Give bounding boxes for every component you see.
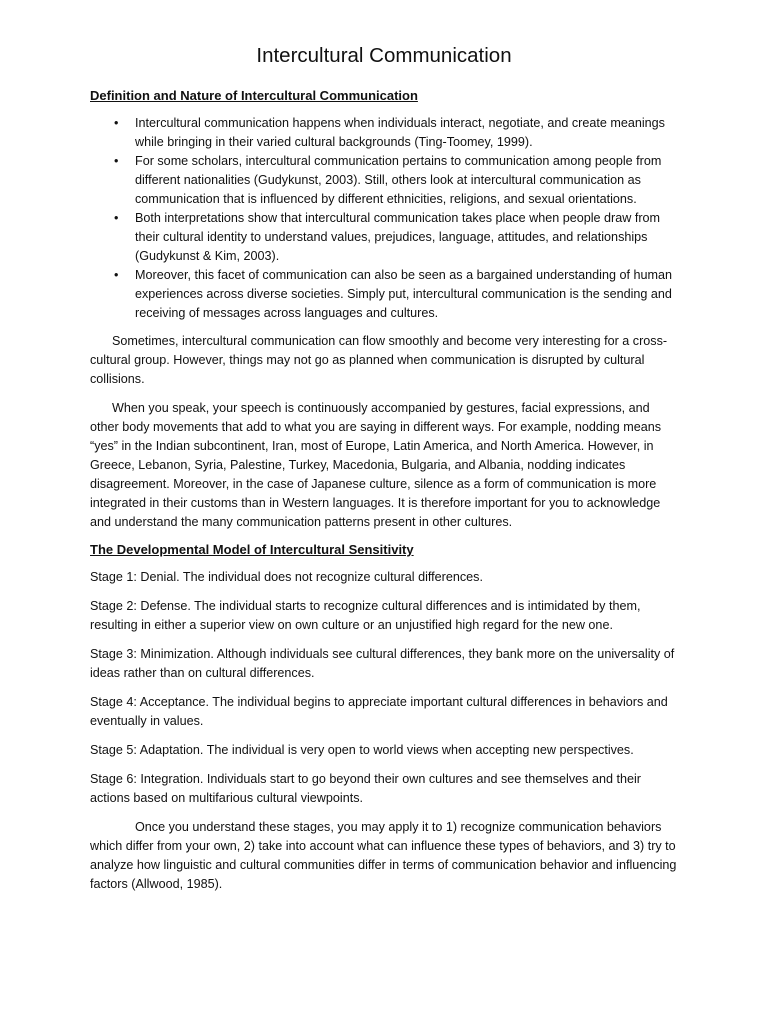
bullet-text: Intercultural communication happens when individuals interact, negotiate, and create meanings while bringing in their varied cultural backgrounds (Ting-Toomey, 1999).: [135, 116, 665, 149]
bullet-icon: •: [114, 116, 119, 130]
body-paragraph: When you speak, your speech is continuously accompanied by gestures, facial expressions, and other body movements that add to what you are saying in different ways. For example, nodding means “yes” in the Indian subcontinent, Iran, most of Europe, Latin America, and North America. However, in Greece, Lebanon, Syria, Palestine, Turkey, Macedonia, Bulgaria, and Albania, nodding indicates disagreement. Moreover, in the case of Japanese culture, silence as a form of communication is more integrated in their customs than in Western languages. It is therefore important for you to acknowledge and understand the many communication patterns present in other cultures.: [90, 401, 662, 529]
closing-paragraph: Once you understand these stages, you may apply it to 1) recognize communication behaviors which differ from your own, 2) take into account what can influence these types of behaviors, and 3) try to analyze how linguistic and cultural communities differ in terms of communication behavior and influencing factors (Allwood, 1985).: [90, 820, 677, 891]
stage-paragraph: Stage 1: Denial. The individual does not recognize cultural differences.: [90, 570, 483, 584]
bullet-icon: •: [114, 154, 119, 168]
stage-paragraph: Stage 2: Defense. The individual starts to recognize cultural differences and is intimidated by them, resulting in either a superior view on own culture or an unjustified high regard for the new one.: [90, 599, 641, 632]
stage-paragraph: Stage 4: Acceptance. The individual begins to appreciate important cultural differences in behaviors and eventually in values.: [90, 695, 668, 728]
bullet-item: [90, 209, 678, 266]
bullet-icon: •: [114, 211, 119, 225]
definition-bullet-list: [90, 114, 678, 323]
body-paragraph: Sometimes, intercultural communication can flow smoothly and become very interesting for a cross-cultural group. However, things may not go as planned when communication is disrupted by cultural collisions.: [90, 334, 668, 386]
bullet-text: Moreover, this facet of communication can also be seen as a bargained understanding of human experiences across diverse societies. Simply put, intercultural communication is the sending and receiving of messages across languages and cultures.: [135, 268, 672, 320]
section-heading-definition: Definition and Nature of Intercultural Communication: [90, 88, 418, 103]
bullet-item: [90, 152, 678, 209]
page-title: Intercultural Communication: [256, 44, 512, 67]
section-heading-developmental-model: The Developmental Model of Intercultural Sensitivity: [90, 542, 414, 557]
stage-paragraph: Stage 3: Minimization. Although individuals see cultural differences, they bank more on the universality of ideas rather than on cultural differences.: [90, 647, 675, 680]
bullet-text: For some scholars, intercultural communication pertains to communication among people from different nationalities (Gudykunst, 2003). Still, others look at intercultural communication as communication that is influenced by different ethnicities, religions, and sexual orientations.: [135, 154, 662, 206]
stage-paragraph: Stage 5: Adaptation. The individual is very open to world views when accepting new perspectives.: [90, 743, 634, 757]
bullet-text: Both interpretations show that intercultural communication takes place when people draw from their cultural identity to understand values, prejudices, language, attitudes, and relationships (Gudykunst & Kim, 2003).: [135, 211, 661, 263]
stage-paragraph: Stage 6: Integration. Individuals start to go beyond their own cultures and see themselves and their actions based on multifarious cultural viewpoints.: [90, 772, 641, 805]
bullet-icon: •: [114, 268, 119, 282]
bullet-item: [90, 114, 678, 152]
bullet-item: [90, 266, 678, 323]
